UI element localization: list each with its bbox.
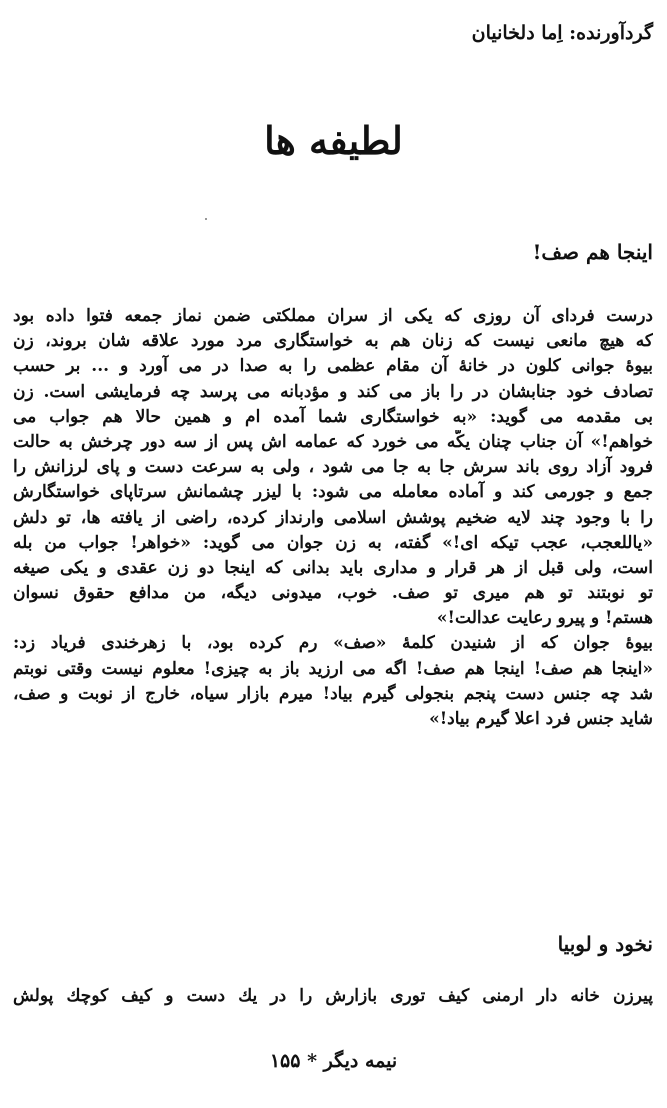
text-line: «یاللعجب، عجب تیکه ای!» گفته، به زن جوان می گوید: «خواهر! جواب من بله: [13, 532, 653, 553]
text-line: جمع و جورمی کند و آماده معامله می شود: با لیزر چشمانش سرتاپای خواستگارش: [13, 482, 653, 503]
text-line: که هیچ مانعی نیست که زنان هم به خواستگاری مرد مورد علاقه شان بروند، زن: [13, 331, 653, 352]
text-line: فرود آزاد روی باند سرش جا به جا می شود ، ولی به سرعت دست و پای لرزانش را: [13, 457, 653, 478]
text-line: «اینجا هم صف! اینجا هم صف! اگه می ارزید باز به چیزی! معلوم نیست وقتی نوبتم: [13, 658, 653, 679]
text-line: تو نوبتند تو هم میری تو صف. خوب، میدونی دیگه، من مدافع حقوق نسوان: [13, 583, 653, 604]
text-line: است، ولی قبل از هر قرار و مداری باید بدانی که اینجا دو زن عقدی و یکی صیغه: [13, 557, 653, 578]
text-line: بیوهٔ جوان که از شنیدن کلمهٔ «صف» رم کرده بود، با زهرخندی فریاد زد:: [13, 633, 653, 654]
text-line: پیرزن خانه دار ارمنی کیف توری بازارش را در یك دست و کیف کوچك پولش: [13, 986, 653, 1006]
compiler-credit: گردآورنده: اِما دلخانیان: [471, 22, 653, 44]
page-title: لطیفه ها: [264, 118, 403, 163]
text-line: را با وجود چند لایه ضخیم پوشش اسلامی وارنداز کرده، راضی از یافته ها، تو دلش: [13, 507, 653, 528]
section-heading-1: اینجا هم صف!: [532, 240, 653, 264]
text-line: شد چه جنس دست پنجم بنجولی گیرم بیاد! میرم بازار سیاه، خارج از نوبت و صف،: [13, 683, 653, 704]
text-line: خواهم!» آن جناب چنان یکّه می خورد که عمامه اش پس از سه دور چرخش به حالت: [13, 431, 653, 452]
text-line: تصادف خود جنابشان در را باز می کند و مؤدبانه می پرسد چه فرمایشی است. زن: [13, 381, 653, 402]
text-line: بیوهٔ جوانی کلون در خانهٔ آن مقام عظمی را به صدا در می آورد و ... بر حسب: [13, 356, 653, 377]
text-line: درست فردای آن روزی که یکی از سران مملکتی ضمن نماز جمعه فتوا داده بود: [13, 306, 653, 326]
page-footer: نیمه دیگر * ۱۵۵: [269, 1050, 398, 1072]
text-line: بی مقدمه می گوید: «به خواستگاری شما آمده ام و همین حالا هم جواب می: [13, 406, 653, 427]
section-2-body: [13, 984, 653, 1009]
section-1-body: [13, 304, 653, 732]
section-heading-2: نخود و لوبیا: [557, 932, 653, 956]
text-line: شاید جنس فرد اعلا گیرم بیاد!»: [429, 709, 653, 729]
stray-mark: [205, 218, 207, 220]
text-line: هستم! و پیرو رعایت عدالت!»: [436, 608, 653, 629]
